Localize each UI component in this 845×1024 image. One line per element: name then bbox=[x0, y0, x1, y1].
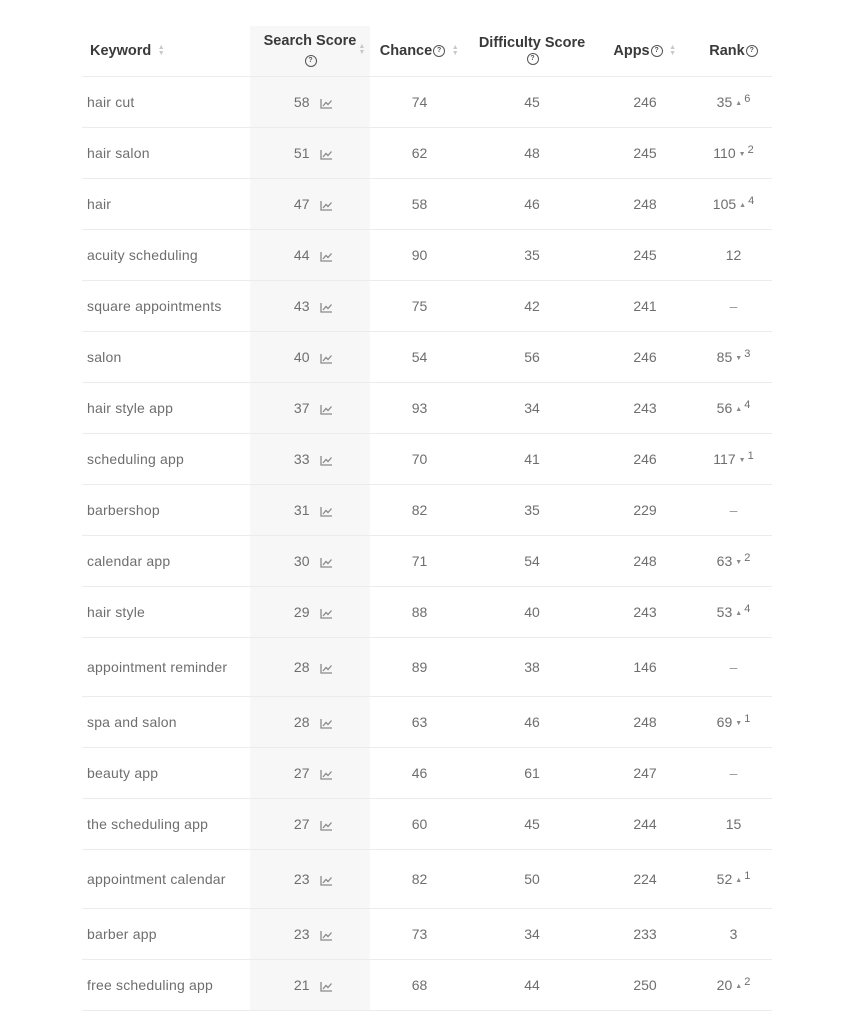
question-circle-icon[interactable]: ? bbox=[746, 45, 758, 57]
keyword-text: barbershop bbox=[87, 501, 160, 518]
search-score-value: 51 bbox=[293, 145, 310, 161]
table-row[interactable] bbox=[82, 332, 772, 383]
rank-empty: – bbox=[729, 765, 738, 781]
keyword-text: scheduling app bbox=[87, 450, 184, 467]
rank-value: 15 bbox=[725, 816, 742, 832]
chance-value: 93 bbox=[411, 400, 428, 416]
arrow-up-icon: ▲ bbox=[739, 202, 747, 209]
cell-difficulty bbox=[469, 434, 595, 485]
difficulty-value: 50 bbox=[524, 871, 540, 887]
cell-difficulty bbox=[469, 697, 595, 748]
keyword-text: calendar app bbox=[87, 552, 171, 569]
cell-chance bbox=[370, 799, 469, 850]
keyword-text: appointment reminder bbox=[87, 658, 228, 675]
apps-value: 250 bbox=[633, 977, 657, 993]
table-row[interactable] bbox=[82, 485, 772, 536]
cell-apps bbox=[595, 281, 695, 332]
apps-value: 243 bbox=[633, 400, 657, 416]
difficulty-value: 56 bbox=[524, 349, 540, 365]
cell-apps bbox=[595, 485, 695, 536]
trend-chart-icon[interactable] bbox=[320, 404, 333, 415]
cell-difficulty bbox=[469, 281, 595, 332]
chance-value: 58 bbox=[411, 196, 428, 212]
rank-value: 105 bbox=[712, 196, 737, 212]
cell-rank bbox=[695, 587, 772, 638]
rank-empty: – bbox=[729, 502, 738, 518]
cell-difficulty bbox=[469, 230, 595, 281]
cell-difficulty bbox=[469, 128, 595, 179]
cell-difficulty bbox=[469, 179, 595, 230]
cell-apps bbox=[595, 536, 695, 587]
cell-keyword[interactable] bbox=[82, 230, 250, 281]
question-circle-icon[interactable]: ? bbox=[433, 45, 445, 57]
cell-chance bbox=[370, 281, 469, 332]
cell-chance bbox=[370, 697, 469, 748]
table-row[interactable] bbox=[82, 383, 772, 434]
cell-rank bbox=[695, 909, 772, 960]
cell-keyword[interactable] bbox=[82, 434, 250, 485]
apps-value: 246 bbox=[633, 349, 657, 365]
difficulty-value: 42 bbox=[524, 298, 540, 314]
cell-search-score bbox=[250, 230, 370, 281]
cell-rank bbox=[695, 128, 772, 179]
search-score-value: 47 bbox=[293, 196, 310, 212]
difficulty-value: 45 bbox=[524, 816, 540, 832]
cell-chance bbox=[370, 748, 469, 799]
cell-search-score bbox=[250, 536, 370, 587]
cell-difficulty bbox=[469, 748, 595, 799]
cell-apps bbox=[595, 332, 695, 383]
cell-apps bbox=[595, 960, 695, 1011]
cell-chance bbox=[370, 128, 469, 179]
cell-search-score bbox=[250, 434, 370, 485]
trend-chart-icon[interactable] bbox=[320, 820, 333, 831]
apps-value: 224 bbox=[633, 871, 657, 887]
cell-search-score bbox=[250, 128, 370, 179]
cell-keyword[interactable] bbox=[82, 485, 250, 536]
difficulty-value: 54 bbox=[524, 553, 540, 569]
table-row[interactable] bbox=[82, 748, 772, 799]
difficulty-value: 34 bbox=[524, 400, 540, 416]
search-score-value: 30 bbox=[293, 553, 310, 569]
cell-keyword[interactable] bbox=[82, 332, 250, 383]
sort-arrows-icon[interactable]: ▲ ▼ bbox=[157, 44, 165, 58]
table-row[interactable] bbox=[82, 128, 772, 179]
apps-value: 248 bbox=[633, 553, 657, 569]
cell-difficulty bbox=[469, 587, 595, 638]
rank-change: 3 bbox=[744, 348, 751, 360]
rank-value: 12 bbox=[725, 247, 742, 263]
trend-chart-icon[interactable] bbox=[320, 718, 333, 729]
trend-chart-icon[interactable] bbox=[320, 353, 333, 364]
trend-chart-icon[interactable] bbox=[320, 557, 333, 568]
keyword-text: spa and salon bbox=[87, 713, 177, 730]
cell-keyword[interactable] bbox=[82, 960, 250, 1011]
cell-apps bbox=[595, 697, 695, 748]
difficulty-value: 41 bbox=[524, 451, 540, 467]
cell-difficulty bbox=[469, 536, 595, 587]
search-score-value: 23 bbox=[293, 871, 310, 887]
cell-apps bbox=[595, 799, 695, 850]
trend-chart-icon[interactable] bbox=[320, 875, 333, 886]
rank-change: 2 bbox=[744, 552, 751, 564]
search-score-value: 27 bbox=[293, 816, 310, 832]
question-circle-icon[interactable]: ? bbox=[305, 55, 317, 67]
cell-apps bbox=[595, 587, 695, 638]
rank-value: 53 bbox=[716, 604, 733, 620]
search-score-value: 28 bbox=[293, 659, 310, 675]
trend-chart-icon[interactable] bbox=[320, 149, 333, 160]
keyword-text: beauty app bbox=[87, 764, 159, 781]
apps-value: 247 bbox=[633, 765, 657, 781]
question-circle-icon[interactable]: ? bbox=[527, 53, 539, 65]
table-row[interactable] bbox=[82, 638, 772, 697]
cell-chance bbox=[370, 332, 469, 383]
rank-change: 4 bbox=[744, 399, 751, 411]
rank-change: 1 bbox=[744, 870, 751, 882]
cell-search-score bbox=[250, 485, 370, 536]
cell-search-score bbox=[250, 383, 370, 434]
table-row[interactable] bbox=[82, 697, 772, 748]
chance-value: 46 bbox=[411, 765, 428, 781]
apps-value: 146 bbox=[633, 659, 657, 675]
difficulty-value: 61 bbox=[524, 765, 540, 781]
keyword-text: hair style app bbox=[87, 399, 174, 416]
keyword-table-container bbox=[82, 26, 772, 1011]
search-score-value: 29 bbox=[293, 604, 310, 620]
chance-value: 74 bbox=[411, 94, 428, 110]
cell-chance bbox=[370, 587, 469, 638]
cell-search-score bbox=[250, 332, 370, 383]
table-row[interactable] bbox=[82, 587, 772, 638]
difficulty-value: 45 bbox=[524, 94, 540, 110]
header-apps-label: Apps bbox=[613, 43, 650, 59]
rank-change: 6 bbox=[744, 93, 751, 105]
apps-value: 245 bbox=[633, 145, 657, 161]
header-chance-label: Chance bbox=[379, 43, 433, 59]
cell-apps bbox=[595, 128, 695, 179]
table-body bbox=[82, 77, 772, 1011]
rank-change: 4 bbox=[744, 603, 751, 615]
table-row[interactable] bbox=[82, 281, 772, 332]
header-search-score-label: Search Score bbox=[263, 33, 357, 49]
chance-value: 88 bbox=[411, 604, 428, 620]
arrow-down-icon: ▼ bbox=[738, 151, 746, 158]
sort-arrows-icon[interactable]: ▲ ▼ bbox=[669, 44, 677, 58]
difficulty-value: 46 bbox=[524, 714, 540, 730]
trend-chart-icon[interactable] bbox=[320, 98, 333, 109]
table-row[interactable] bbox=[82, 536, 772, 587]
search-score-value: 44 bbox=[293, 247, 310, 263]
search-score-value: 21 bbox=[293, 977, 310, 993]
cell-keyword[interactable] bbox=[82, 536, 250, 587]
chance-value: 75 bbox=[411, 298, 428, 314]
keyword-text: hair bbox=[87, 195, 112, 212]
chance-value: 73 bbox=[411, 926, 428, 942]
rank-value: 117 bbox=[713, 451, 736, 467]
cell-difficulty bbox=[469, 485, 595, 536]
cell-rank bbox=[695, 960, 772, 1011]
cell-chance bbox=[370, 960, 469, 1011]
rank-value: 63 bbox=[716, 553, 733, 569]
header-rank[interactable] bbox=[695, 26, 772, 77]
cell-rank bbox=[695, 536, 772, 587]
header-apps[interactable] bbox=[595, 26, 695, 77]
cell-apps bbox=[595, 77, 695, 128]
cell-keyword[interactable] bbox=[82, 748, 250, 799]
cell-rank bbox=[695, 77, 772, 128]
difficulty-value: 46 bbox=[524, 196, 540, 212]
rank-value: 3 bbox=[729, 926, 738, 942]
cell-keyword[interactable] bbox=[82, 909, 250, 960]
table-row[interactable] bbox=[82, 434, 772, 485]
cell-rank bbox=[695, 332, 772, 383]
table-row[interactable] bbox=[82, 230, 772, 281]
cell-rank bbox=[695, 850, 772, 909]
rank-value: 110 bbox=[713, 145, 736, 161]
rank-value: 52 bbox=[716, 871, 733, 887]
difficulty-value: 44 bbox=[524, 977, 540, 993]
cell-keyword[interactable] bbox=[82, 587, 250, 638]
rank-empty: – bbox=[729, 298, 738, 314]
difficulty-value: 35 bbox=[524, 247, 540, 263]
difficulty-value: 34 bbox=[524, 926, 540, 942]
trend-chart-icon[interactable] bbox=[320, 663, 333, 674]
cell-chance bbox=[370, 850, 469, 909]
cell-rank bbox=[695, 799, 772, 850]
chance-value: 82 bbox=[411, 502, 428, 518]
cell-search-score bbox=[250, 748, 370, 799]
cell-keyword[interactable] bbox=[82, 179, 250, 230]
cell-apps bbox=[595, 850, 695, 909]
arrow-down-icon: ▼ bbox=[735, 559, 743, 566]
apps-value: 248 bbox=[633, 714, 657, 730]
arrow-up-icon: ▲ bbox=[735, 406, 743, 413]
apps-value: 229 bbox=[633, 502, 657, 518]
apps-value: 233 bbox=[633, 926, 657, 942]
cell-difficulty bbox=[469, 383, 595, 434]
trend-chart-icon[interactable] bbox=[320, 200, 333, 211]
apps-value: 246 bbox=[633, 94, 657, 110]
cell-rank bbox=[695, 638, 772, 697]
chance-value: 54 bbox=[411, 349, 428, 365]
question-circle-icon[interactable]: ? bbox=[651, 45, 663, 57]
cell-chance bbox=[370, 909, 469, 960]
search-score-value: 33 bbox=[293, 451, 310, 467]
cell-chance bbox=[370, 434, 469, 485]
cell-rank bbox=[695, 179, 772, 230]
chance-value: 70 bbox=[411, 451, 428, 467]
cell-apps bbox=[595, 179, 695, 230]
arrow-down-icon: ▼ bbox=[738, 457, 746, 464]
cell-difficulty bbox=[469, 909, 595, 960]
cell-search-score bbox=[250, 799, 370, 850]
search-score-value: 58 bbox=[293, 94, 310, 110]
apps-value: 245 bbox=[633, 247, 657, 263]
keyword-text: appointment calendar bbox=[87, 870, 226, 887]
chance-value: 63 bbox=[411, 714, 428, 730]
search-score-value: 31 bbox=[293, 502, 310, 518]
trend-chart-icon[interactable] bbox=[320, 455, 333, 466]
cell-keyword[interactable] bbox=[82, 281, 250, 332]
cell-keyword[interactable] bbox=[82, 697, 250, 748]
cell-keyword[interactable] bbox=[82, 383, 250, 434]
table-row[interactable] bbox=[82, 850, 772, 909]
rank-change: 1 bbox=[747, 450, 754, 462]
table-row[interactable] bbox=[82, 77, 772, 128]
cell-difficulty bbox=[469, 77, 595, 128]
cell-apps bbox=[595, 748, 695, 799]
cell-keyword[interactable] bbox=[82, 799, 250, 850]
keyword-text: acuity scheduling bbox=[87, 246, 198, 263]
header-difficulty-label: Difficulty Score bbox=[478, 35, 586, 51]
keyword-text: free scheduling app bbox=[87, 976, 213, 993]
cell-apps bbox=[595, 434, 695, 485]
trend-chart-icon[interactable] bbox=[320, 302, 333, 313]
chance-value: 90 bbox=[411, 247, 428, 263]
difficulty-value: 38 bbox=[524, 659, 540, 675]
rank-value: 56 bbox=[716, 400, 733, 416]
cell-rank bbox=[695, 281, 772, 332]
cell-rank bbox=[695, 485, 772, 536]
cell-search-score bbox=[250, 960, 370, 1011]
trend-chart-icon[interactable] bbox=[320, 769, 333, 780]
cell-chance bbox=[370, 179, 469, 230]
sort-arrows-icon[interactable]: ▲ ▼ bbox=[358, 43, 366, 56]
cell-search-score bbox=[250, 697, 370, 748]
search-score-value: 27 bbox=[293, 765, 310, 781]
table-row[interactable] bbox=[82, 960, 772, 1011]
trend-chart-icon[interactable] bbox=[320, 506, 333, 517]
keyword-text: hair style bbox=[87, 603, 146, 620]
apps-value: 243 bbox=[633, 604, 657, 620]
cell-difficulty bbox=[469, 332, 595, 383]
cell-search-score bbox=[250, 179, 370, 230]
difficulty-value: 40 bbox=[524, 604, 540, 620]
cell-chance bbox=[370, 77, 469, 128]
cell-difficulty bbox=[469, 960, 595, 1011]
header-rank-label: Rank bbox=[709, 43, 745, 59]
cell-apps bbox=[595, 383, 695, 434]
apps-value: 244 bbox=[633, 816, 657, 832]
trend-chart-icon[interactable] bbox=[320, 981, 333, 992]
trend-chart-icon[interactable] bbox=[320, 251, 333, 262]
cell-keyword[interactable] bbox=[82, 850, 250, 909]
apps-value: 248 bbox=[633, 196, 657, 212]
chance-value: 62 bbox=[411, 145, 428, 161]
rank-value: 85 bbox=[716, 349, 733, 365]
rank-change: 1 bbox=[744, 713, 751, 725]
rank-value: 35 bbox=[716, 94, 733, 110]
cell-rank bbox=[695, 230, 772, 281]
sort-arrows-icon[interactable]: ▲ ▼ bbox=[451, 44, 459, 58]
arrow-down-icon: ▼ bbox=[735, 720, 743, 727]
chance-value: 71 bbox=[411, 553, 428, 569]
rank-value: 69 bbox=[716, 714, 733, 730]
table-row[interactable] bbox=[82, 799, 772, 850]
cell-apps bbox=[595, 638, 695, 697]
keyword-table bbox=[82, 26, 772, 1011]
cell-chance bbox=[370, 638, 469, 697]
trend-chart-icon[interactable] bbox=[320, 608, 333, 619]
search-score-value: 23 bbox=[293, 926, 310, 942]
cell-rank bbox=[695, 748, 772, 799]
cell-chance bbox=[370, 536, 469, 587]
arrow-up-icon: ▲ bbox=[735, 983, 743, 990]
header-keyword-label: Keyword bbox=[90, 43, 152, 59]
cell-chance bbox=[370, 383, 469, 434]
cell-keyword[interactable] bbox=[82, 638, 250, 697]
search-score-value: 37 bbox=[293, 400, 310, 416]
keyword-text: hair cut bbox=[87, 93, 135, 110]
chance-value: 89 bbox=[411, 659, 428, 675]
search-score-value: 28 bbox=[293, 714, 310, 730]
keyword-text: barber app bbox=[87, 925, 157, 942]
cell-apps bbox=[595, 909, 695, 960]
cell-rank bbox=[695, 434, 772, 485]
keyword-text: square appointments bbox=[87, 297, 222, 314]
cell-apps bbox=[595, 230, 695, 281]
difficulty-value: 35 bbox=[524, 502, 540, 518]
rank-empty: – bbox=[729, 659, 738, 675]
rank-change: 2 bbox=[747, 144, 754, 156]
table-header-row bbox=[82, 26, 772, 77]
header-search-score[interactable] bbox=[250, 26, 370, 77]
cell-chance bbox=[370, 230, 469, 281]
arrow-up-icon: ▲ bbox=[735, 100, 743, 107]
header-difficulty[interactable] bbox=[469, 26, 595, 77]
arrow-up-icon: ▲ bbox=[735, 610, 743, 617]
search-score-value: 43 bbox=[293, 298, 310, 314]
rank-value: 20 bbox=[716, 977, 733, 993]
table-row[interactable] bbox=[82, 909, 772, 960]
cell-difficulty bbox=[469, 850, 595, 909]
cell-search-score bbox=[250, 587, 370, 638]
chance-value: 68 bbox=[411, 977, 428, 993]
rank-change: 2 bbox=[744, 976, 751, 988]
cell-keyword[interactable] bbox=[82, 77, 250, 128]
difficulty-value: 48 bbox=[524, 145, 540, 161]
cell-search-score bbox=[250, 77, 370, 128]
keyword-text: salon bbox=[87, 348, 122, 365]
search-score-value: 40 bbox=[293, 349, 310, 365]
table-row[interactable] bbox=[82, 179, 772, 230]
apps-value: 246 bbox=[633, 451, 657, 467]
header-keyword[interactable] bbox=[82, 26, 250, 77]
cell-rank bbox=[695, 383, 772, 434]
cell-search-score bbox=[250, 850, 370, 909]
cell-rank bbox=[695, 697, 772, 748]
keyword-text: hair salon bbox=[87, 144, 150, 161]
cell-difficulty bbox=[469, 799, 595, 850]
apps-value: 241 bbox=[633, 298, 657, 314]
header-chance[interactable] bbox=[370, 26, 469, 77]
cell-keyword[interactable] bbox=[82, 128, 250, 179]
arrow-down-icon: ▼ bbox=[735, 355, 743, 362]
chance-value: 82 bbox=[411, 871, 428, 887]
cell-difficulty bbox=[469, 638, 595, 697]
rank-change: 4 bbox=[748, 195, 755, 207]
cell-search-score bbox=[250, 638, 370, 697]
cell-search-score bbox=[250, 909, 370, 960]
arrow-up-icon: ▲ bbox=[735, 877, 743, 884]
trend-chart-icon[interactable] bbox=[320, 930, 333, 941]
keyword-text: the scheduling app bbox=[87, 815, 209, 832]
cell-chance bbox=[370, 485, 469, 536]
chance-value: 60 bbox=[411, 816, 428, 832]
cell-search-score bbox=[250, 281, 370, 332]
